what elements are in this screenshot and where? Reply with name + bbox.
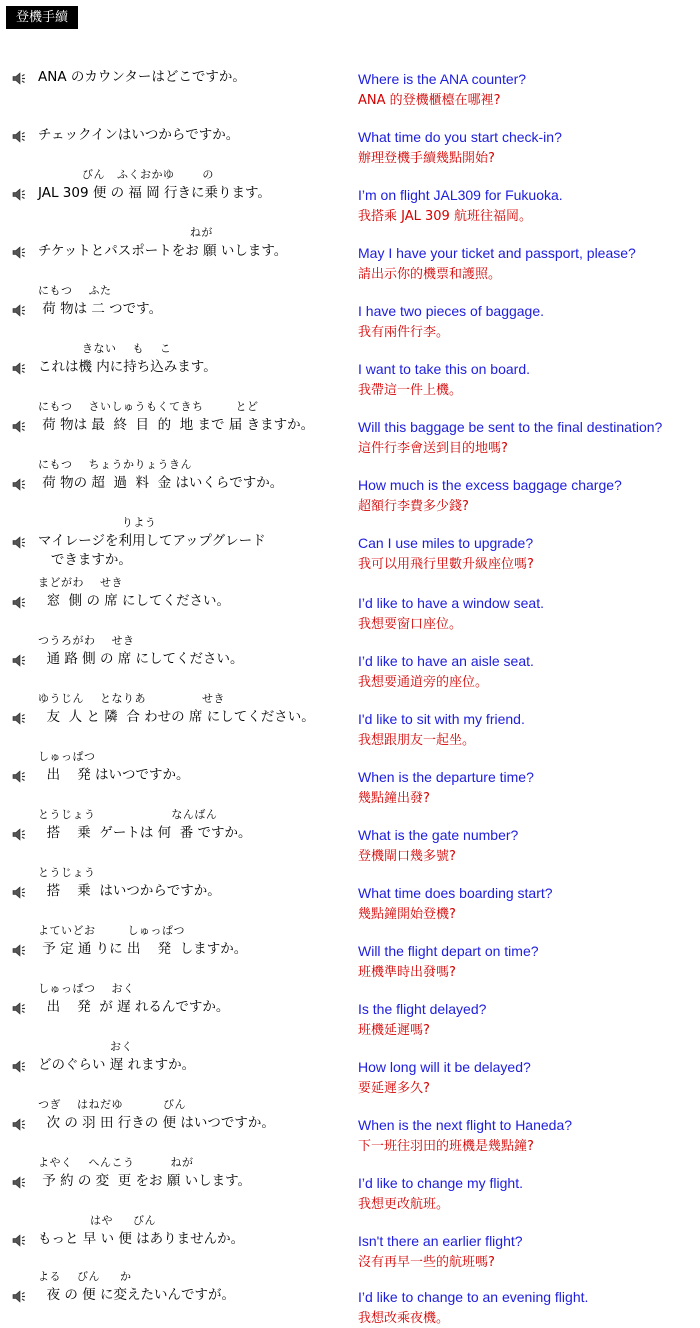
japanese-text: チケットとパスポートをお 願 いします。 xyxy=(38,243,288,259)
speaker-icon[interactable] xyxy=(12,654,28,667)
chinese-translation: 幾點鐘出發? xyxy=(358,791,430,806)
english-translation: I want to take this on board. xyxy=(358,361,530,377)
japanese-text: 搭 乗 はいつからですか。 xyxy=(38,883,221,899)
japanese-phrase xyxy=(38,1152,356,1210)
phrase-row xyxy=(0,862,700,920)
chinese-translation: 我想要窗口座位。 xyxy=(358,617,463,632)
chinese-translation: 超額行李費多少錢? xyxy=(358,499,469,514)
japanese-text: どのぐらい 遅 れますか。 xyxy=(38,1057,196,1073)
japanese-text: マイレージを利用してアップグレード できますか。 xyxy=(38,533,266,568)
english-translation: Isn't there an earlier flight? xyxy=(358,1233,523,1249)
japanese-phrase xyxy=(38,280,356,338)
english-translation: When is the departure time? xyxy=(358,769,534,785)
japanese-text: 窓 側 の 席 にしてください。 xyxy=(38,593,231,609)
furigana-reading: しゅっぱつ おく xyxy=(38,982,135,995)
japanese-text: 出 発 はいつですか。 xyxy=(38,767,190,783)
speaker-icon[interactable] xyxy=(12,1118,28,1131)
english-translation: Is the flight delayed? xyxy=(358,1001,487,1017)
chinese-translation: 我想跟朋友一起坐。 xyxy=(358,733,476,748)
japanese-text: 出 発 が 遅 れるんですか。 xyxy=(38,999,230,1015)
japanese-phrase xyxy=(38,746,356,804)
english-translation: What time do you start check-in? xyxy=(358,129,562,145)
chinese-translation: ANA 的登機櫃檯在哪裡? xyxy=(358,93,501,108)
japanese-phrase xyxy=(38,688,356,746)
speaker-icon[interactable] xyxy=(12,304,28,317)
speaker-icon[interactable] xyxy=(12,828,28,841)
chinese-translation: 我搭乘 JAL 309 航班往福岡。 xyxy=(358,209,532,224)
phrase-row xyxy=(0,978,700,1036)
speaker-icon[interactable] xyxy=(12,596,28,609)
furigana-reading: ねが xyxy=(38,226,213,239)
japanese-phrase xyxy=(38,454,356,512)
chinese-translation: 班機準時出發嗎? xyxy=(358,965,456,980)
furigana-reading: よやく へんこう ねが xyxy=(38,1156,194,1169)
speaker-icon[interactable] xyxy=(12,478,28,491)
english-translation: Will the flight depart on time? xyxy=(358,943,539,959)
furigana-reading: まどがわ せき xyxy=(38,576,123,589)
furigana-reading: おく xyxy=(38,1040,133,1053)
english-translation: I'd like to sit with my friend. xyxy=(358,711,525,727)
japanese-phrase xyxy=(38,1036,356,1094)
japanese-phrase xyxy=(38,920,356,978)
furigana-reading: にもつ ちょうかりょうきん xyxy=(38,458,192,471)
speaker-icon[interactable] xyxy=(12,1176,28,1189)
english-translation: How much is the excess baggage charge? xyxy=(358,477,622,493)
japanese-text: チェックインはいつからですか。 xyxy=(38,127,240,143)
phrase-row xyxy=(0,1152,700,1210)
speaker-icon[interactable] xyxy=(12,770,28,783)
chinese-translation: 沒有再早一些的航班嗎? xyxy=(358,1255,495,1270)
speaker-icon[interactable] xyxy=(12,536,28,549)
japanese-text: JAL 309 便 の 福 岡 行きに乗ります。 xyxy=(38,185,271,201)
japanese-phrase xyxy=(38,804,356,862)
furigana-reading: はや びん xyxy=(38,1214,156,1227)
phrase-row xyxy=(0,572,700,630)
japanese-text: 通 路 側 の 席 にしてください。 xyxy=(38,651,244,667)
furigana-reading: にもつ ふた xyxy=(38,284,112,297)
japanese-text: 搭 乗 ゲートは 何 番 ですか。 xyxy=(38,825,252,841)
english-translation: May I have your ticket and passport, please? xyxy=(358,245,636,261)
english-translation: Where is the ANA counter? xyxy=(358,71,527,87)
chinese-translation: 請出示你的機票和護照。 xyxy=(358,267,502,282)
chinese-translation: 我帶這一件上機。 xyxy=(358,383,463,398)
phrase-row xyxy=(0,454,700,512)
japanese-text: 次 の 羽 田 行きの 便 はいつですか。 xyxy=(38,1115,275,1131)
japanese-phrase xyxy=(38,106,356,164)
phrase-row xyxy=(0,1210,700,1268)
english-translation: When is the next flight to Haneda? xyxy=(358,1117,573,1133)
furigana-reading: とうじょう なんばん xyxy=(38,808,218,821)
furigana-reading: きない も こ xyxy=(38,342,172,355)
phrase-row xyxy=(0,630,700,688)
speaker-icon[interactable] xyxy=(12,362,28,375)
speaker-icon[interactable] xyxy=(12,420,28,433)
phrase-row xyxy=(0,106,700,164)
speaker-icon[interactable] xyxy=(12,1002,28,1015)
chinese-translation: 我想要通道旁的座位。 xyxy=(358,675,489,690)
chinese-translation: 班機延遲嗎? xyxy=(358,1023,430,1038)
furigana-reading: よる びん か xyxy=(38,1270,132,1283)
speaker-icon[interactable] xyxy=(12,188,28,201)
chinese-translation: 我可以用飛行里數升級座位嗎? xyxy=(358,557,534,572)
furigana-reading: ゆうじん となりあ せき xyxy=(38,692,225,705)
japanese-text: 荷 物の 超 過 料 金 はいくらですか。 xyxy=(38,475,284,491)
japanese-phrase xyxy=(38,572,356,630)
furigana-reading: びん ふくおかゆ の xyxy=(38,168,214,181)
japanese-text: ANA のカウンターはどこですか。 xyxy=(38,69,246,85)
chinese-translation: 登機閘口幾多號? xyxy=(358,849,456,864)
japanese-text: 予 約 の 変 更 をお 願 いします。 xyxy=(38,1173,252,1189)
page-title: 登機手續 xyxy=(6,6,78,29)
english-translation: What time does boarding start? xyxy=(358,885,553,901)
furigana-reading: とうじょう xyxy=(38,866,96,879)
japanese-text: 予 定 通 りに 出 発 しますか。 xyxy=(38,941,248,957)
japanese-phrase xyxy=(38,164,356,222)
speaker-icon[interactable] xyxy=(12,886,28,899)
english-translation: I’d like to have an aisle seat. xyxy=(358,653,534,669)
japanese-phrase xyxy=(38,222,356,280)
phrase-row xyxy=(0,1036,700,1094)
english-translation: I’d like to change my flight. xyxy=(358,1175,523,1191)
japanese-phrase xyxy=(38,862,356,920)
japanese-text: これは機 内に持ち込みます。 xyxy=(38,359,217,375)
phrase-row xyxy=(0,338,700,396)
chinese-translation: 這件行李會送到目的地嗎? xyxy=(358,441,508,456)
speaker-icon[interactable] xyxy=(12,944,28,957)
chinese-translation: 我想改乘夜機。 xyxy=(358,1311,450,1326)
phrase-row xyxy=(0,164,700,222)
chinese-translation: 要延遲多久? xyxy=(358,1081,430,1096)
english-translation: What is the gate number? xyxy=(358,827,519,843)
phrase-row xyxy=(0,48,700,106)
japanese-text: 友 人 と 隣 合 わせの 席 にしてください。 xyxy=(38,709,315,725)
english-translation: Can I use miles to upgrade? xyxy=(358,535,534,551)
speaker-icon[interactable] xyxy=(12,1234,28,1247)
english-translation: I’m on flight JAL309 for Fukuoka. xyxy=(358,187,563,203)
japanese-phrase xyxy=(38,1266,356,1324)
japanese-text: 荷 物は 最 終 目 的 地 まで 届 きますか。 xyxy=(38,417,315,433)
japanese-phrase xyxy=(38,338,356,396)
english-translation: I’d like to have a window seat. xyxy=(358,595,544,611)
japanese-phrase xyxy=(38,1210,356,1268)
furigana-reading: つうろがわ せき xyxy=(38,634,135,647)
japanese-phrase xyxy=(38,978,356,1036)
phrase-row xyxy=(0,396,700,454)
phrase-row xyxy=(0,688,700,746)
speaker-icon[interactable] xyxy=(12,712,28,725)
english-translation: I’d like to change to an evening flight. xyxy=(358,1289,589,1305)
speaker-icon[interactable] xyxy=(12,1060,28,1073)
speaker-icon[interactable] xyxy=(12,72,28,85)
japanese-phrase xyxy=(38,512,356,570)
speaker-icon[interactable] xyxy=(12,130,28,143)
japanese-phrase xyxy=(38,396,356,454)
japanese-phrase xyxy=(38,48,356,106)
furigana-reading: りよう xyxy=(38,516,157,529)
chinese-translation: 我想更改航班。 xyxy=(358,1197,450,1212)
phrase-row xyxy=(0,804,700,862)
japanese-phrase xyxy=(38,630,356,688)
japanese-text: もっと 早 い 便 はありませんか。 xyxy=(38,1231,245,1247)
speaker-icon[interactable] xyxy=(12,1290,28,1303)
japanese-text: 荷 物は 二 つです。 xyxy=(38,301,163,317)
phrase-row xyxy=(0,746,700,804)
speaker-icon[interactable] xyxy=(12,246,28,259)
phrase-row xyxy=(0,1266,700,1324)
chinese-translation: 我有兩件行李。 xyxy=(358,325,450,340)
phrase-row xyxy=(0,1094,700,1152)
english-translation: Will this baggage be sent to the final destination? xyxy=(358,419,663,435)
furigana-reading: つぎ はねだゆ びん xyxy=(38,1098,186,1111)
phrase-row xyxy=(0,280,700,338)
english-translation: How long will it be delayed? xyxy=(358,1059,531,1075)
furigana-reading: しゅっぱつ xyxy=(38,750,96,763)
phrase-row xyxy=(0,512,700,570)
chinese-translation: 辦理登機手續幾點開始? xyxy=(358,151,495,166)
chinese-translation: 幾點鐘開始登機? xyxy=(358,907,456,922)
chinese-translation: 下一班往羽田的班機是幾點鐘? xyxy=(358,1139,534,1154)
phrase-row xyxy=(0,222,700,280)
english-translation: I have two pieces of baggage. xyxy=(358,303,545,319)
furigana-reading: にもつ さいしゅうもくてきち とど xyxy=(38,400,259,413)
furigana-reading: よていどお しゅっぱつ xyxy=(38,924,185,937)
japanese-text: 夜 の 便 に変えたいんですが。 xyxy=(38,1287,235,1303)
phrase-row xyxy=(0,920,700,978)
japanese-phrase xyxy=(38,1094,356,1152)
